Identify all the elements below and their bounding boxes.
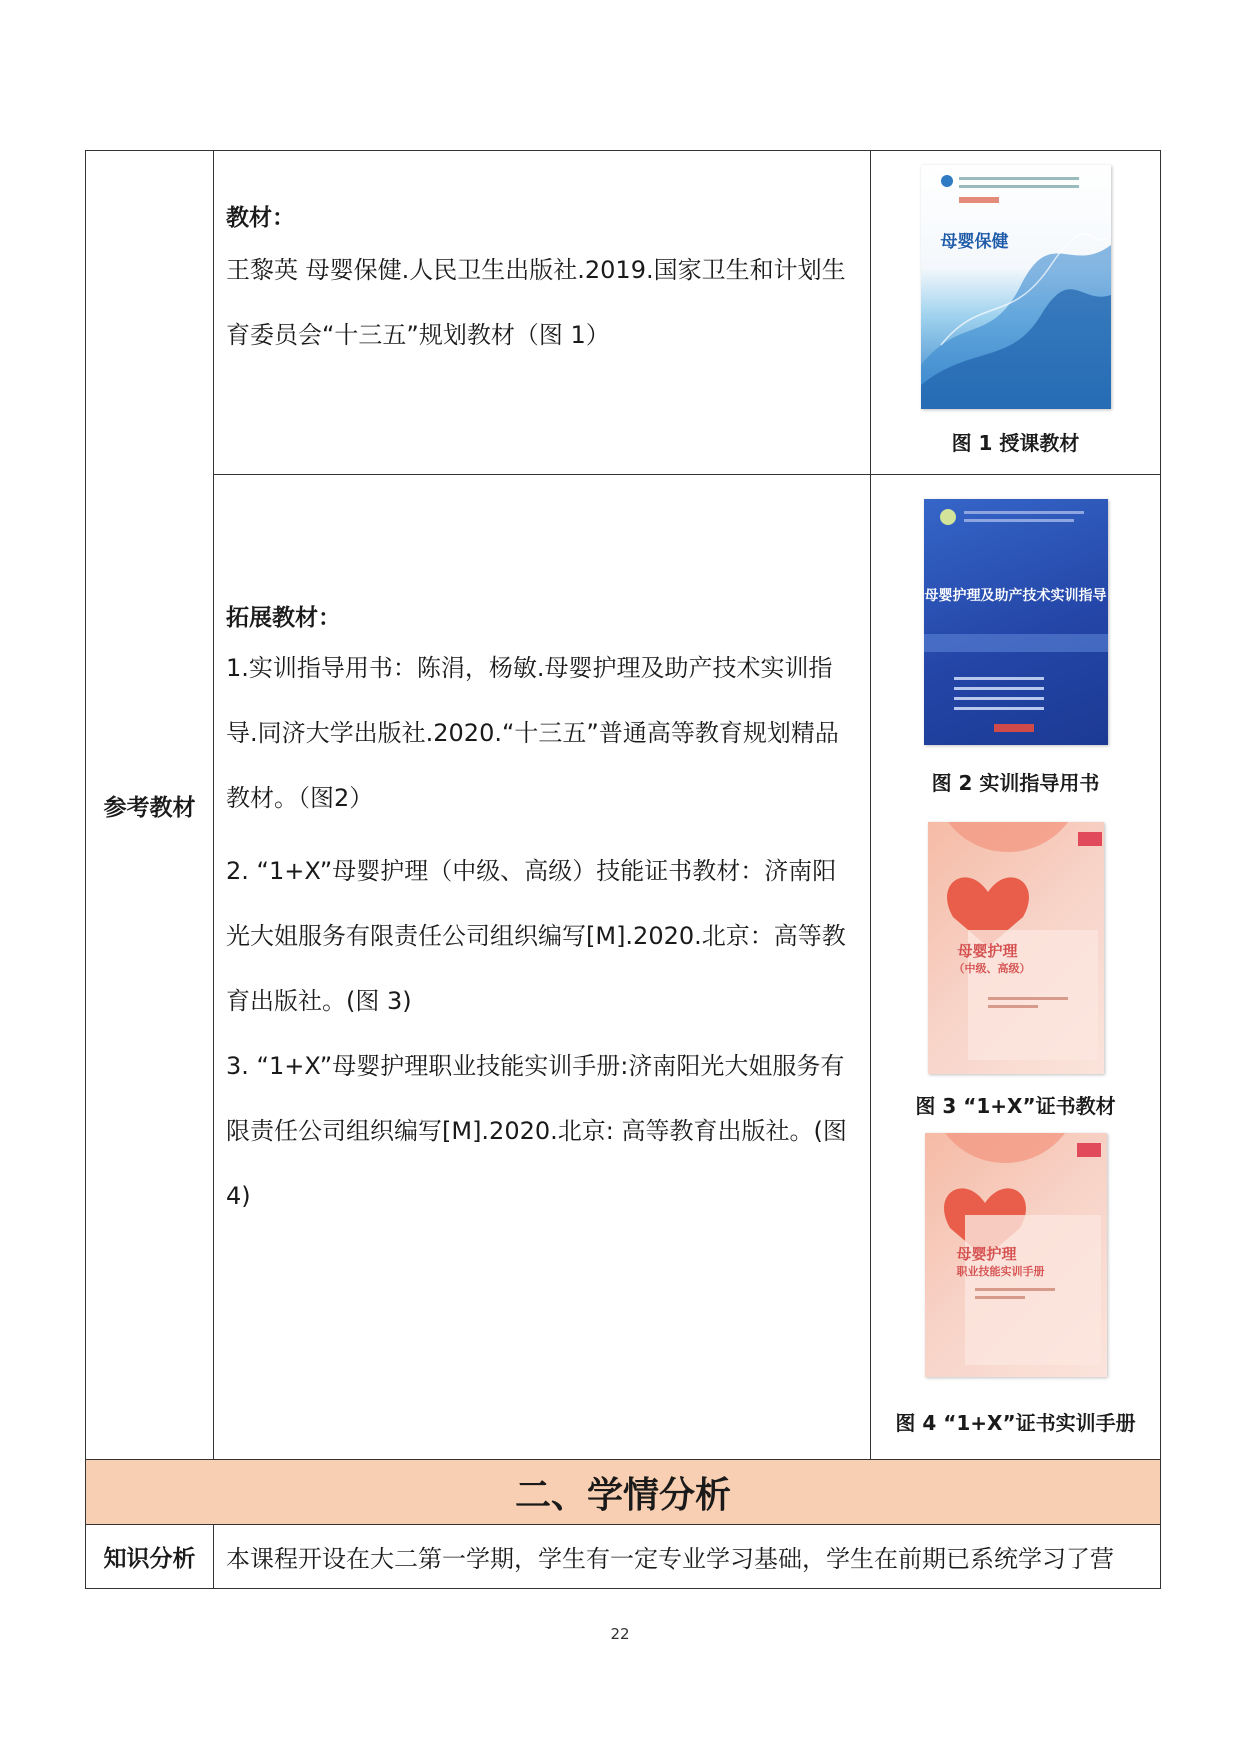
- figure-4-book-cover: [925, 1133, 1107, 1377]
- extended-heading: 拓展教材：: [226, 605, 341, 631]
- cover-pattern-graphic: [924, 499, 1108, 745]
- figure-2-caption: 图 2 实训指导用书: [931, 771, 1100, 795]
- extended-item-2: 2. “1+X”母婴护理（中级、高级）技能证书教材：济南阳光大姐服务有限责任公司组织编写[M].2020.北京：高等教育出版社。(图 3): [226, 857, 846, 1015]
- figure-1-caption: 图 1 授课教材: [951, 431, 1080, 455]
- textbook-paragraph: 王黎英 母婴保健.人民卫生出版社.2019.国家卫生和计划生育委员会“十三五”规划教材（图 1）: [226, 256, 846, 349]
- page-number: 22: [610, 1625, 630, 1643]
- figure-2-cover-title: 母婴护理及助产技术实训指导: [924, 588, 1107, 604]
- section-title: 二、学情分析: [86, 1460, 1161, 1525]
- figure-2-book-cover: [924, 499, 1108, 745]
- figures-2-4-cell: [871, 475, 1161, 1460]
- reference-label: 参考教材: [86, 151, 214, 1460]
- knowledge-row: [86, 1525, 1161, 1589]
- figure-1-book-cover: [921, 165, 1111, 409]
- textbook-heading: 教材：: [226, 205, 295, 231]
- figure-4-caption: 图 4 “1+X”证书实训手册: [895, 1411, 1136, 1435]
- textbook-text-cell: [214, 151, 871, 475]
- lesson-plan-table: [85, 150, 1161, 1589]
- cover-wave-graphic: [921, 165, 1111, 409]
- extended-item-1: 1.实训指导用书：陈涓，杨敏.母婴护理及助产技术实训指导.同济大学出版社.2020.“十三五”普通高等教育规划精品教材。（图2）: [226, 654, 839, 812]
- figure-1-cell: [871, 151, 1161, 475]
- figure-3-cover-title: 母婴护理: [957, 942, 1018, 960]
- knowledge-label: 知识分析: [86, 1525, 214, 1589]
- extended-item-3: 3. “1+X”母婴护理职业技能实训手册:济南阳光大姐服务有限责任公司组织编写[M].2020.北京: 高等教育出版社。(图 4): [226, 1052, 847, 1210]
- figure-1-cover-title: 母婴保健: [940, 232, 1009, 252]
- figure-3-cover-subtitle: （中级、高级）: [953, 962, 1031, 975]
- figure-4-cover-subtitle: 职业技能实训手册: [956, 1265, 1045, 1278]
- figure-4-cover-title: 母婴护理: [956, 1245, 1017, 1263]
- figure-3-book-cover: [928, 822, 1104, 1074]
- extended-text-cell: [214, 475, 871, 1460]
- textbook-row: [86, 151, 1161, 475]
- section-title-row: [86, 1460, 1161, 1525]
- figure-3-caption: 图 3 “1+X”证书教材: [915, 1094, 1116, 1118]
- extended-row: [86, 475, 1161, 1460]
- knowledge-text: 本课程开设在大二第一学期，学生有一定专业学习基础，学生在前期已系统学习了营: [214, 1525, 1161, 1589]
